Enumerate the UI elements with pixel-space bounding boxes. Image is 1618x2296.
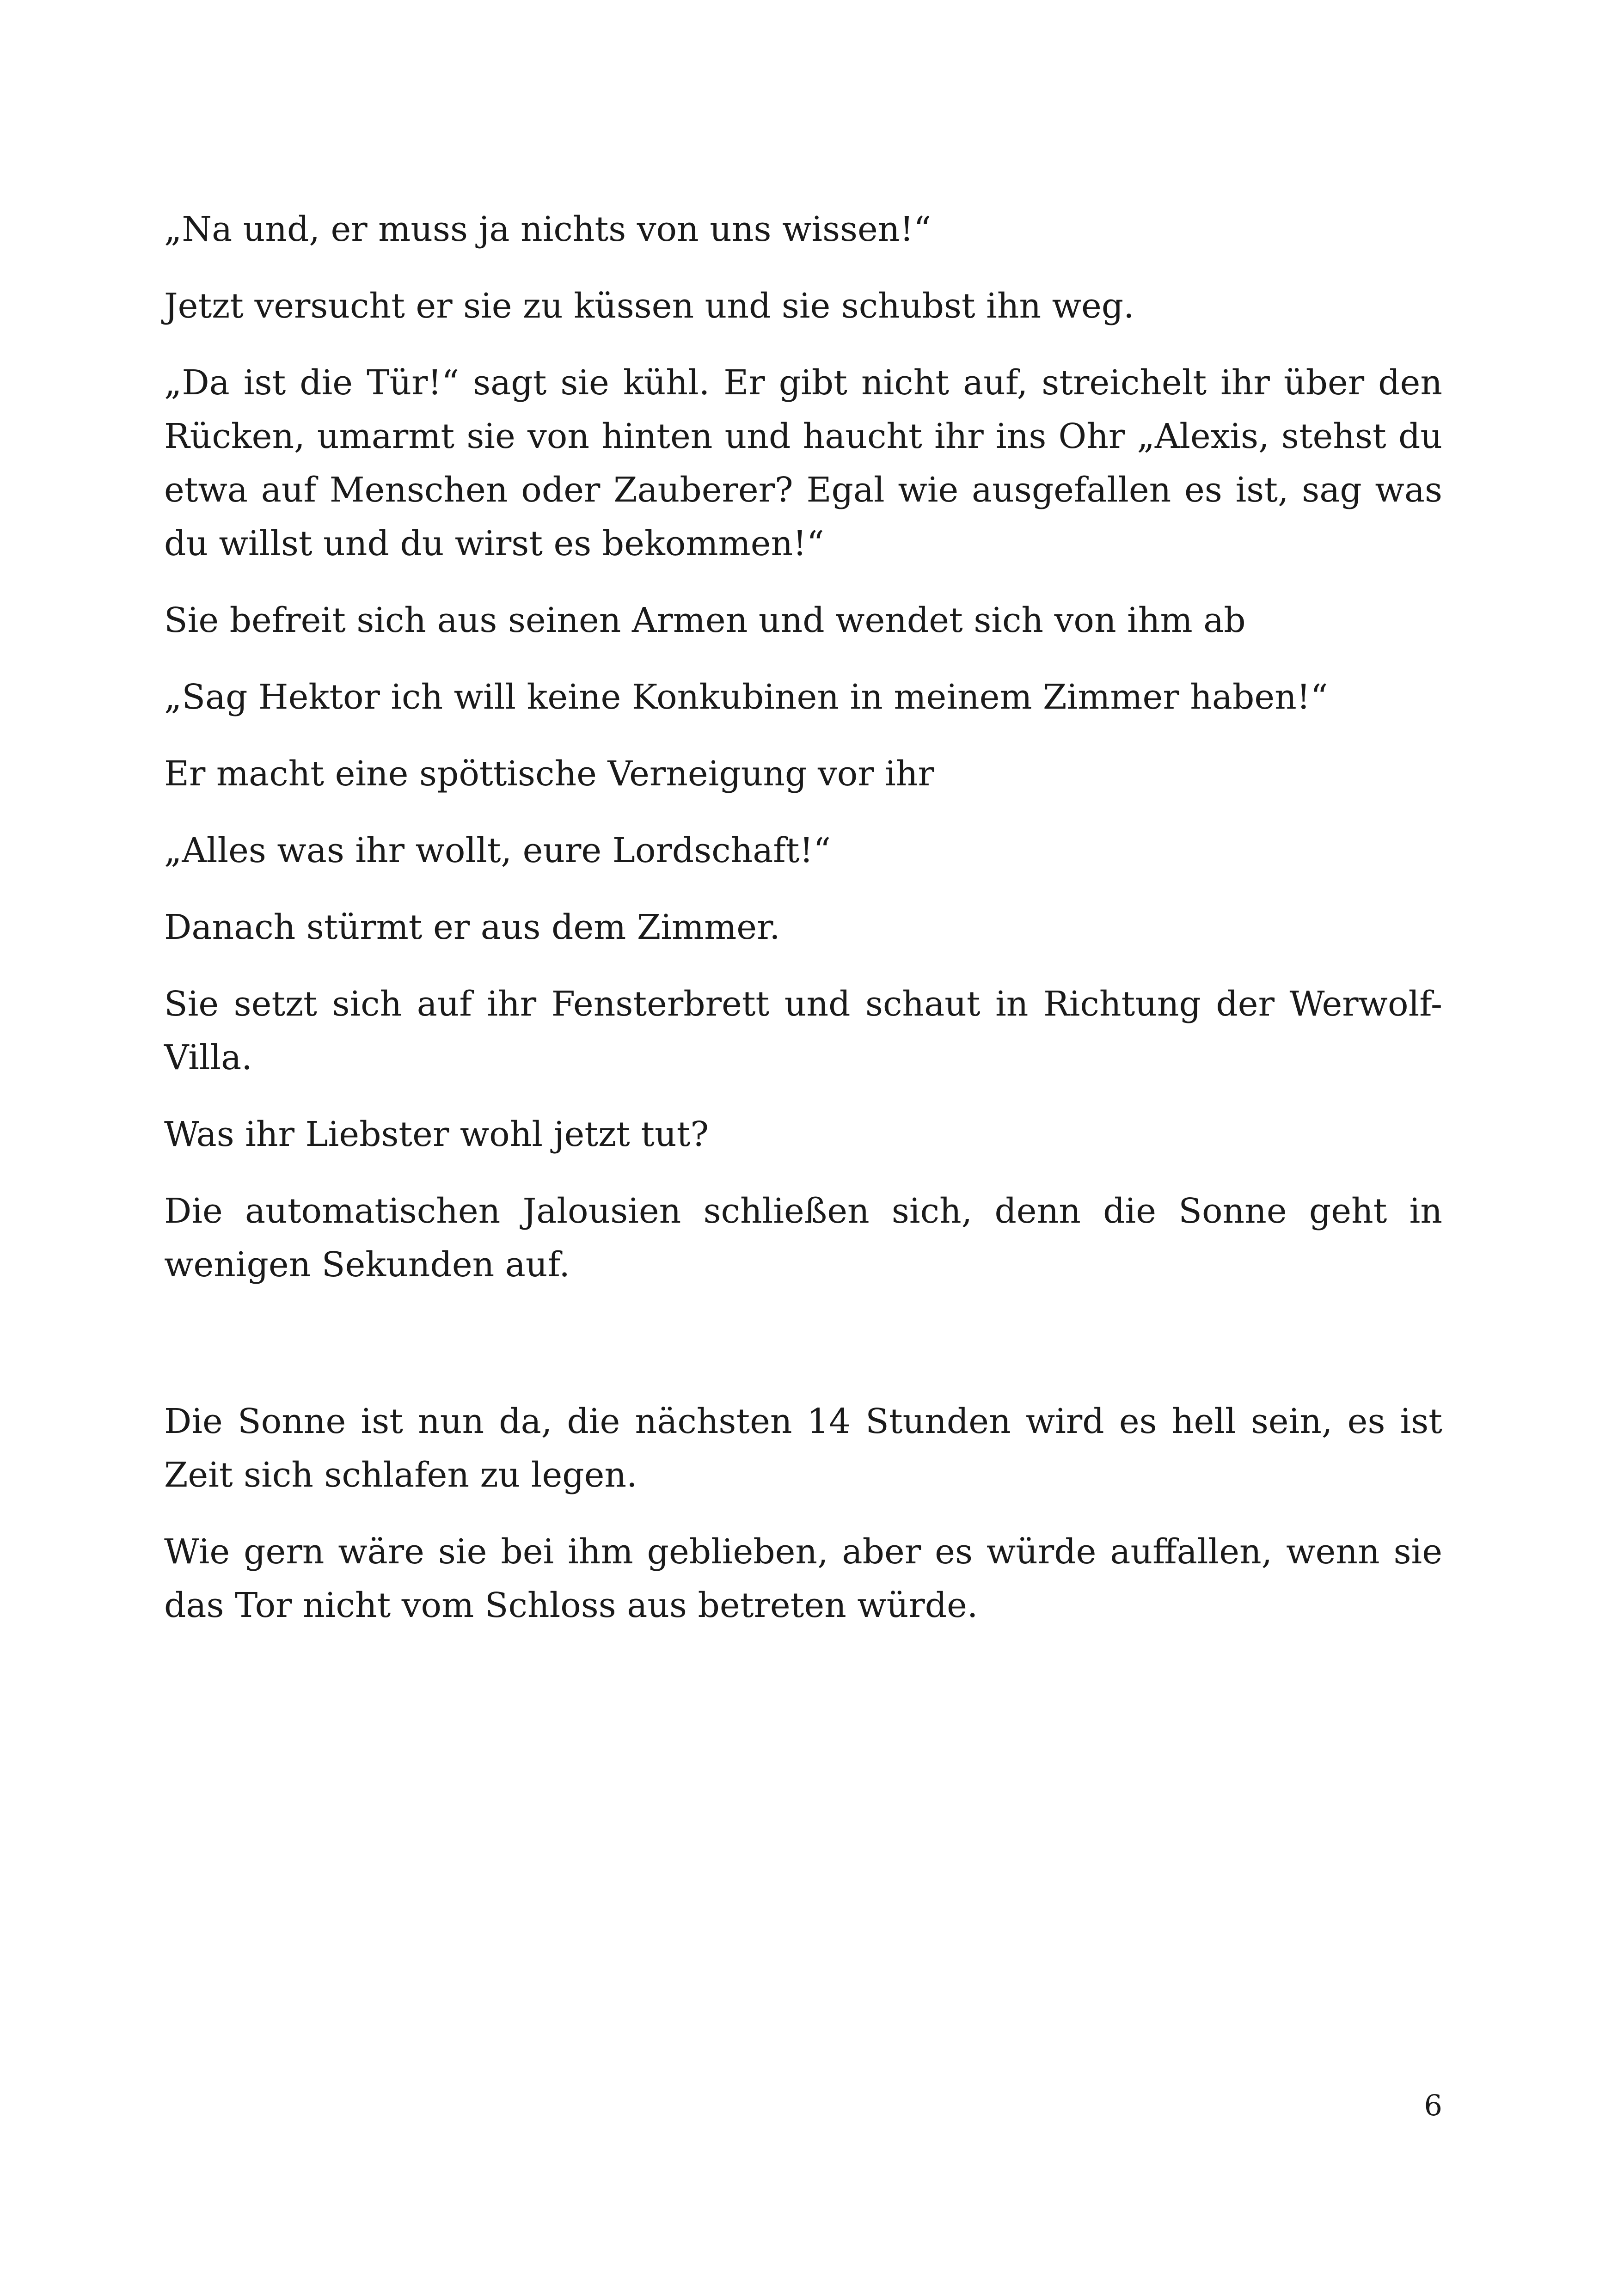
paragraph: Er macht eine spöttische Verneigung vor ihr xyxy=(164,754,934,794)
page-body xyxy=(164,202,1442,1655)
paragraph: „Na und, er muss ja nichts von uns wissen!“ xyxy=(164,209,932,249)
paragraph: Die automatischen Jalousien schließen sich, denn die Sonne geht in wenigen Sekunden auf. xyxy=(164,1191,1442,1285)
paragraph: Sie befreit sich aus seinen Armen und wendet sich von ihm ab xyxy=(164,600,1246,640)
paragraph: Danach stürmt er aus dem Zimmer. xyxy=(164,907,780,947)
page-number: 6 xyxy=(1424,2088,1442,2122)
paragraph: „Alles was ihr wollt, eure Lordschaft!“ xyxy=(164,831,831,870)
paragraph: Was ihr Liebster wohl jetzt tut? xyxy=(164,1114,709,1154)
paragraph: Die Sonne ist nun da, die nächsten 14 Stunden wird es hell sein, es ist Zeit sich schlafen zu legen. xyxy=(164,1402,1442,1495)
paragraph: „Sag Hektor ich will keine Konkubinen in meinem Zimmer haben!“ xyxy=(164,677,1328,717)
paragraph: Jetzt versucht er sie zu küssen und sie schubst ihn weg. xyxy=(164,286,1134,326)
paragraph: Sie setzt sich auf ihr Fensterbrett und schaut in Richtung der Werwolf-Villa. xyxy=(164,984,1442,1078)
section-break xyxy=(164,1315,1442,1395)
paragraph: Wie gern wäre sie bei ihm geblieben, aber es würde auffallen, wenn sie das Tor nicht vom Schloss aus betreten würde. xyxy=(164,1532,1442,1625)
paragraph: „Da ist die Tür!“ sagt sie kühl. Er gibt nicht auf, streichelt ihr über den Rücken, umarmt sie von hinten und haucht ihr ins Ohr „Alexis, stehst du etwa auf Menschen oder Zauberer? Egal wie ausgefallen es ist, sag was du willst und du wirst es bekommen!“ xyxy=(164,363,1442,563)
